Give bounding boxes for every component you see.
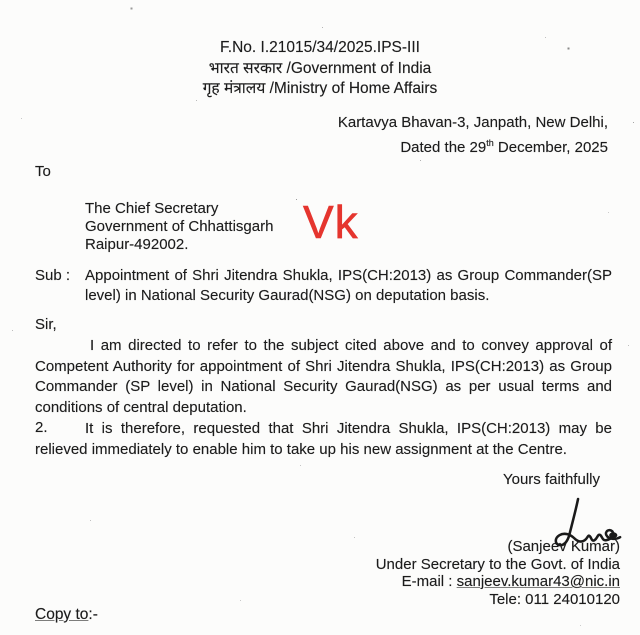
subject-text: Appointment of Shri Jitendra Shukla, IPS(CH:2013) as Group Commander(SP level) in National Security Gaurad(NSG) on deputation basis. xyxy=(85,267,612,304)
signatory-name: (Sanjeev Kumar) xyxy=(507,538,620,555)
date-prefix: Dated the 29 xyxy=(400,139,487,156)
date-ordinal-superscript: th xyxy=(486,138,494,148)
file-number: F.No. I.21015/34/2025.IPS-III xyxy=(220,39,420,56)
email-line xyxy=(376,573,620,591)
subject-label: Sub : xyxy=(35,267,71,284)
copy-to-label: Copy to xyxy=(35,606,89,623)
ministry-line: गृह मंत्रालय /Ministry of Home Affairs xyxy=(202,80,438,97)
body-paragraph-1: I am directed to refer to the subject cited above and to convey approval of Competent Authority for appointment of Shri Jitendra Shukla, IPS(CH:2013) as Group Commander (SP level) in National Security Gaurad(NSG) as per usual terms and conditions of central deputation. xyxy=(35,337,612,416)
signature-block xyxy=(376,538,620,608)
office-address-line: Kartavya Bhavan-3, Janpath, New Delhi, xyxy=(337,114,608,131)
addressee-city: Raipur-492002. xyxy=(85,236,189,253)
copy-to-suffix: :- xyxy=(88,606,98,623)
address-date-block xyxy=(338,113,608,158)
email-label: E-mail : xyxy=(401,573,457,590)
letterhead xyxy=(0,38,640,100)
copy-to-line xyxy=(35,606,98,624)
addressee-organisation: Government of Chhattisgarh xyxy=(85,218,274,235)
scan-noise-speckles xyxy=(0,0,1,1)
salutation: Sir, xyxy=(35,316,57,333)
date-line xyxy=(338,133,608,158)
paragraph-2-number: 2. xyxy=(35,419,48,436)
addressee-block xyxy=(85,200,273,254)
red-initials-stamp: Vk xyxy=(303,196,359,248)
signatory-designation: Under Secretary to the Govt. of India xyxy=(375,555,620,573)
email-address: sanjeev.kumar43@nic.in xyxy=(456,573,620,590)
government-of-india-line: भारत सरकार /Government of India xyxy=(208,59,432,77)
telephone-line: Tele: 011 24010120 xyxy=(489,590,620,608)
body-paragraph-2: It is therefore, requested that Shri Jitendra Shukla, IPS(CH:2013) may be relieved immediately to enable him to take up his new assignment at the Centre. xyxy=(35,420,612,458)
addressee-title: The Chief Secretary xyxy=(85,200,219,217)
body-paragraph-2-wrap xyxy=(35,419,612,460)
date-suffix: December, 2025 xyxy=(493,139,608,156)
to-label: To xyxy=(35,163,51,180)
closing-valediction: Yours faithfully xyxy=(502,471,600,488)
subject-line xyxy=(35,266,612,306)
